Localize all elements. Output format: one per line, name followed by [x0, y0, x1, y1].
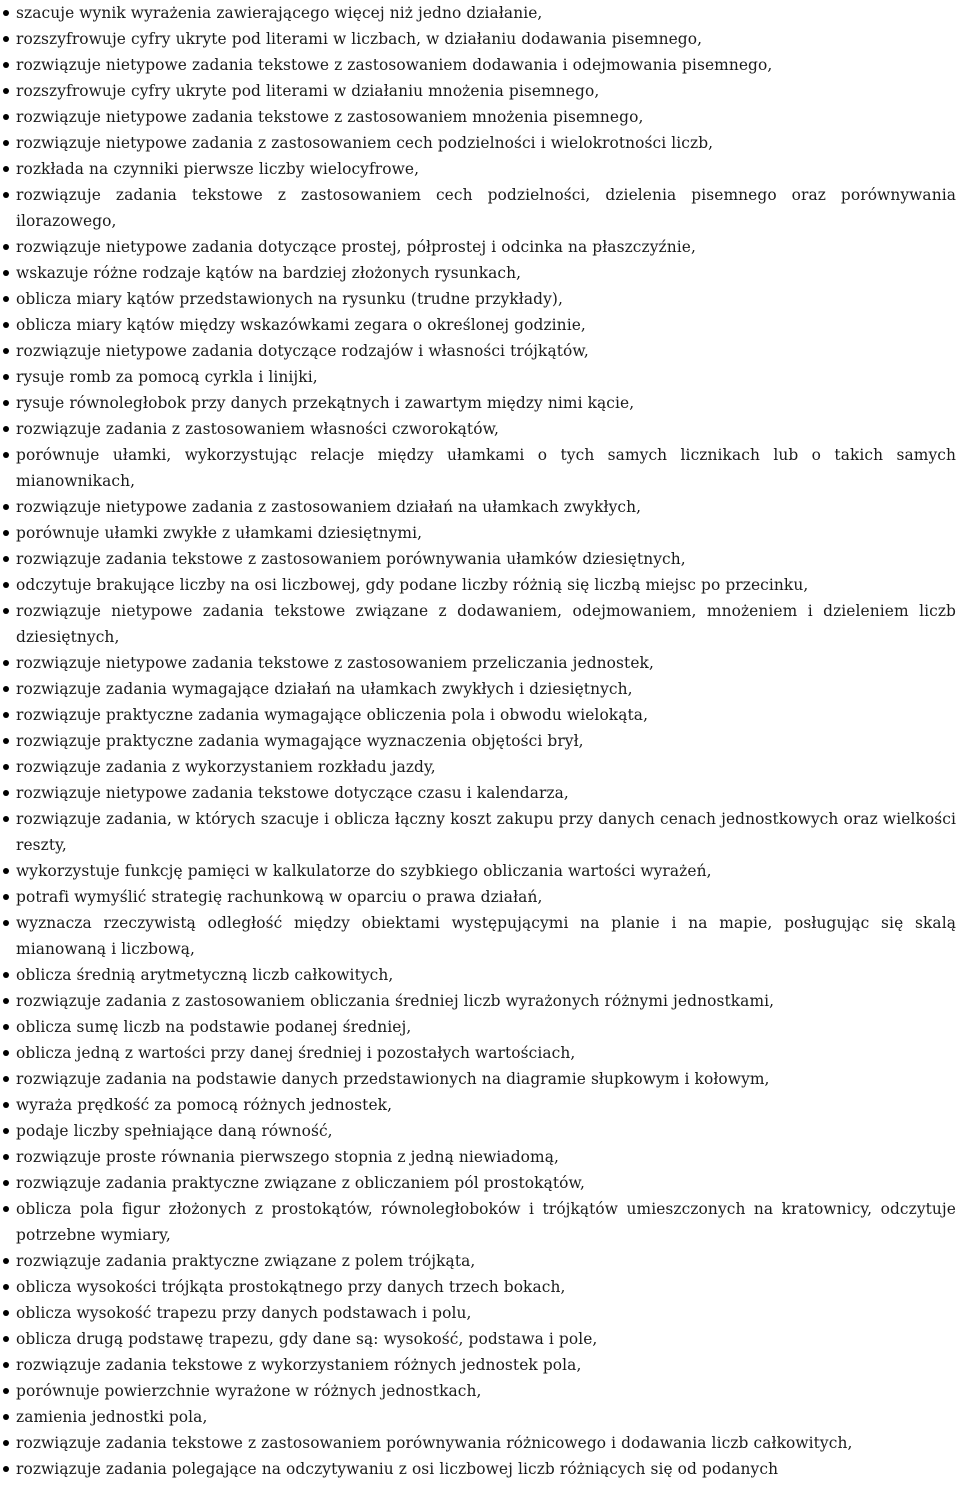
- list-item: [16, 442, 956, 494]
- list-item-text: rozwiązuje proste równania pierwszego stopnia z jedną niewiadomą,: [16, 1148, 559, 1166]
- bullet-icon: [3, 1284, 9, 1290]
- bullet-icon: [3, 62, 9, 68]
- list-item: [16, 312, 956, 338]
- list-item: [16, 130, 956, 156]
- bullet-icon: [3, 1154, 9, 1160]
- bullet-icon: [3, 1258, 9, 1264]
- list-item-text: rysuje równoległobok przy danych przekątnych i zawartym między nimi kącie,: [16, 394, 635, 412]
- list-item: [16, 286, 956, 312]
- bullet-icon: [3, 1466, 9, 1472]
- bullet-icon: [3, 556, 9, 562]
- list-item-text: podaje liczby spełniające daną równość,: [16, 1122, 333, 1140]
- list-item-text: wykorzystuje funkcję pamięci w kalkulatorze do szybkiego obliczania wartości wyrażeń,: [16, 862, 712, 880]
- bullet-icon: [3, 764, 9, 770]
- list-item: [16, 1274, 956, 1300]
- list-item-text: rozwiązuje zadania z wykorzystaniem rozkładu jazdy,: [16, 758, 436, 776]
- list-item: [16, 26, 956, 52]
- list-item-text: rozwiązuje nietypowe zadania z zastosowaniem cech podzielności i wielokrotności liczb,: [16, 134, 714, 152]
- list-item: [16, 754, 956, 780]
- bullet-icon: [3, 1206, 9, 1212]
- bullet-icon: [3, 1076, 9, 1082]
- list-item-text: rozwiązuje nietypowe zadania z zastosowaniem działań na ułamkach zwykłych,: [16, 498, 642, 516]
- list-item-text: rozwiązuje nietypowe zadania tekstowe z zastosowaniem dodawania i odejmowania pisemnego,: [16, 56, 773, 74]
- list-item-text: rozszyfrowuje cyfry ukryte pod literami w działaniu mnożenia pisemnego,: [16, 82, 600, 100]
- bullet-icon: [3, 530, 9, 536]
- list-item: [16, 416, 956, 442]
- bullet-icon: [3, 1024, 9, 1030]
- list-item-text: wskazuje różne rodzaje kątów na bardziej złożonych rysunkach,: [16, 264, 522, 282]
- list-item: [16, 364, 956, 390]
- list-item-text: oblicza jedną z wartości przy danej średniej i pozostałych wartościach,: [16, 1044, 576, 1062]
- list-item-text: potrafi wymyślić strategię rachunkową w oparciu o prawa działań,: [16, 888, 543, 906]
- list-item: [16, 572, 956, 598]
- bullet-icon: [3, 816, 9, 822]
- list-item: [16, 156, 956, 182]
- list-item: [16, 546, 956, 572]
- list-item-text: oblicza średnią arytmetyczną liczb całkowitych,: [16, 966, 394, 984]
- list-item: [16, 390, 956, 416]
- list-item-text: rozwiązuje zadania wymagające działań na ułamkach zwykłych i dziesiętnych,: [16, 680, 633, 698]
- list-item: [16, 234, 956, 260]
- list-item-text: porównuje ułamki zwykłe z ułamkami dziesiętnymi,: [16, 524, 423, 542]
- list-item: [16, 78, 956, 104]
- bullet-icon: [3, 296, 9, 302]
- list-item: [16, 1352, 956, 1378]
- list-item-text: rozwiązuje praktyczne zadania wymagające obliczenia pola i obwodu wielokąta,: [16, 706, 649, 724]
- list-item: [16, 0, 956, 26]
- bullet-icon: [3, 166, 9, 172]
- list-item: [16, 1092, 956, 1118]
- list-item: [16, 702, 956, 728]
- list-item: [16, 1170, 956, 1196]
- list-item-text: rozwiązuje zadania z zastosowaniem obliczania średniej liczb wyrażonych różnymi jednostkami,: [16, 992, 775, 1010]
- bullet-icon: [3, 738, 9, 744]
- bullet-icon: [3, 1362, 9, 1368]
- list-item-text: rozwiązuje nietypowe zadania tekstowe z zastosowaniem przeliczania jednostek,: [16, 654, 654, 672]
- bullet-icon: [3, 36, 9, 42]
- bullet-icon: [3, 504, 9, 510]
- list-item: [16, 182, 956, 234]
- list-item: [16, 1248, 956, 1274]
- list-item-text: rozwiązuje praktyczne zadania wymagające wyznaczenia objętości brył,: [16, 732, 584, 750]
- list-item: [16, 988, 956, 1014]
- bullet-icon: [3, 582, 9, 588]
- list-item: [16, 52, 956, 78]
- list-item-text: porównuje powierzchnie wyrażone w różnych jednostkach,: [16, 1382, 482, 1400]
- bullet-icon: [3, 1180, 9, 1186]
- list-item-text: oblicza miary kątów między wskazówkami zegara o określonej godzinie,: [16, 316, 586, 334]
- bullet-icon: [3, 1440, 9, 1446]
- list-item-text: rozwiązuje zadania tekstowe z zastosowaniem porównywania różnicowego i dodawania liczb całkowitych,: [16, 1434, 853, 1452]
- list-item: [16, 598, 956, 650]
- list-item-text: rozwiązuje nietypowe zadania tekstowe dotyczące czasu i kalendarza,: [16, 784, 569, 802]
- list-item: [16, 1066, 956, 1092]
- bullet-icon: [3, 1336, 9, 1342]
- list-item-text: rozwiązuje nietypowe zadania dotyczące rodzajów i własności trójkątów,: [16, 342, 589, 360]
- list-item-text: szacuje wynik wyrażenia zawierającego więcej niż jedno działanie,: [16, 4, 543, 22]
- list-item: [16, 494, 956, 520]
- list-item-text: wyznacza rzeczywistą odległość między obiektami występującymi na planie i na mapie, posługując się skalą mianowaną i liczbową,: [16, 914, 956, 958]
- list-item-text: rozwiązuje zadania tekstowe z wykorzystaniem różnych jednostek pola,: [16, 1356, 582, 1374]
- list-item: [16, 728, 956, 754]
- list-item-text: rozwiązuje zadania praktyczne związane z obliczaniem pól prostokątów,: [16, 1174, 585, 1192]
- bullet-icon: [3, 1310, 9, 1316]
- list-item: [16, 1430, 956, 1456]
- bullet-icon: [3, 712, 9, 718]
- list-item-text: oblicza drugą podstawę trapezu, gdy dane są: wysokość, podstawa i pole,: [16, 1330, 598, 1348]
- list-item: [16, 1456, 956, 1482]
- bullet-icon: [3, 270, 9, 276]
- bullet-icon: [3, 1050, 9, 1056]
- list-item-text: oblicza wysokości trójkąta prostokątnego przy danych trzech bokach,: [16, 1278, 566, 1296]
- bullet-icon: [3, 1414, 9, 1420]
- bullet-icon: [3, 920, 9, 926]
- bullet-icon: [3, 192, 9, 198]
- list-item-text: rozszyfrowuje cyfry ukryte pod literami w liczbach, w działaniu dodawania pisemnego,: [16, 30, 703, 48]
- list-item-text: porównuje ułamki, wykorzystując relacje między ułamkami o tych samych licznikach lub o takich samych mianownikach,: [16, 446, 956, 490]
- list-item: [16, 676, 956, 702]
- bullet-icon: [3, 894, 9, 900]
- list-item: [16, 520, 956, 546]
- bullet-icon: [3, 374, 9, 380]
- bullet-icon: [3, 868, 9, 874]
- list-item: [16, 104, 956, 130]
- list-item-text: rozwiązuje zadania praktyczne związane z polem trójkąta,: [16, 1252, 476, 1270]
- list-item: [16, 780, 956, 806]
- list-item-text: rozwiązuje nietypowe zadania tekstowe z zastosowaniem mnożenia pisemnego,: [16, 108, 644, 126]
- list-item: [16, 650, 956, 676]
- bullet-icon: [3, 1388, 9, 1394]
- list-item: [16, 1326, 956, 1352]
- bullet-icon: [3, 608, 9, 614]
- list-item: [16, 962, 956, 988]
- list-item: [16, 1118, 956, 1144]
- bullet-icon: [3, 790, 9, 796]
- list-item: [16, 1196, 956, 1248]
- list-item-text: rozwiązuje nietypowe zadania tekstowe związane z dodawaniem, odejmowaniem, mnożeniem i dzieleniem liczb dziesiętnych,: [16, 602, 956, 646]
- list-item-text: rozwiązuje zadania polegające na odczytywaniu z osi liczbowej liczb różniących się od podanych: [16, 1460, 779, 1478]
- bullet-icon: [3, 1102, 9, 1108]
- bullet-icon: [3, 140, 9, 146]
- bullet-icon: [3, 88, 9, 94]
- list-item: [16, 884, 956, 910]
- bullet-icon: [3, 10, 9, 16]
- bullet-icon: [3, 426, 9, 432]
- list-item: [16, 1040, 956, 1066]
- list-item-text: rozwiązuje zadania tekstowe z zastosowaniem cech podzielności, dzielenia pisemnego oraz porównywania ilorazowego,: [16, 186, 956, 230]
- list-item: [16, 1300, 956, 1326]
- list-item-text: oblicza pola figur złożonych z prostokątów, równoległoboków i trójkątów umieszczonych na kratownicy, odczytuje potrzebne wymiary,: [16, 1200, 956, 1244]
- list-item: [16, 1144, 956, 1170]
- list-item-text: oblicza sumę liczb na podstawie podanej średniej,: [16, 1018, 412, 1036]
- list-item: [16, 1014, 956, 1040]
- list-item: [16, 260, 956, 286]
- list-item: [16, 1378, 956, 1404]
- bullet-icon: [3, 686, 9, 692]
- list-item: [16, 338, 956, 364]
- list-item-text: wyraża prędkość za pomocą różnych jednostek,: [16, 1096, 393, 1114]
- list-item-text: rozkłada na czynniki pierwsze liczby wielocyfrowe,: [16, 160, 420, 178]
- list-item-text: rysuje romb za pomocą cyrkla i linijki,: [16, 368, 318, 386]
- list-item: [16, 806, 956, 858]
- list-item-text: odczytuje brakujące liczby na osi liczbowej, gdy podane liczby różnią się liczbą miejsc po przecinku,: [16, 576, 809, 594]
- bullet-icon: [3, 660, 9, 666]
- bullet-icon: [3, 348, 9, 354]
- bullet-icon: [3, 400, 9, 406]
- list-item-text: oblicza wysokość trapezu przy danych podstawach i polu,: [16, 1304, 472, 1322]
- list-item: [16, 858, 956, 884]
- bullet-icon: [3, 322, 9, 328]
- list-item-text: rozwiązuje nietypowe zadania dotyczące prostej, półprostej i odcinka na płaszczyźnie,: [16, 238, 696, 256]
- list-item: [16, 1404, 956, 1430]
- bullet-icon: [3, 998, 9, 1004]
- list-item-text: rozwiązuje zadania tekstowe z zastosowaniem porównywania ułamków dziesiętnych,: [16, 550, 686, 568]
- list-item-text: rozwiązuje zadania z zastosowaniem własności czworokątów,: [16, 420, 500, 438]
- bullet-icon: [3, 1128, 9, 1134]
- bullet-icon: [3, 114, 9, 120]
- bullet-icon: [3, 244, 9, 250]
- bullet-icon: [3, 972, 9, 978]
- list-item-text: rozwiązuje zadania na podstawie danych przedstawionych na diagramie słupkowym i kołowym,: [16, 1070, 770, 1088]
- bullet-icon: [3, 452, 9, 458]
- list-item-text: zamienia jednostki pola,: [16, 1408, 208, 1426]
- list-item-text: rozwiązuje zadania, w których szacuje i oblicza łączny koszt zakupu przy danych cenach jednostkowych oraz wielkości reszty,: [16, 810, 956, 854]
- list-item: [16, 910, 956, 962]
- list-item-text: oblicza miary kątów przedstawionych na rysunku (trudne przykłady),: [16, 290, 564, 308]
